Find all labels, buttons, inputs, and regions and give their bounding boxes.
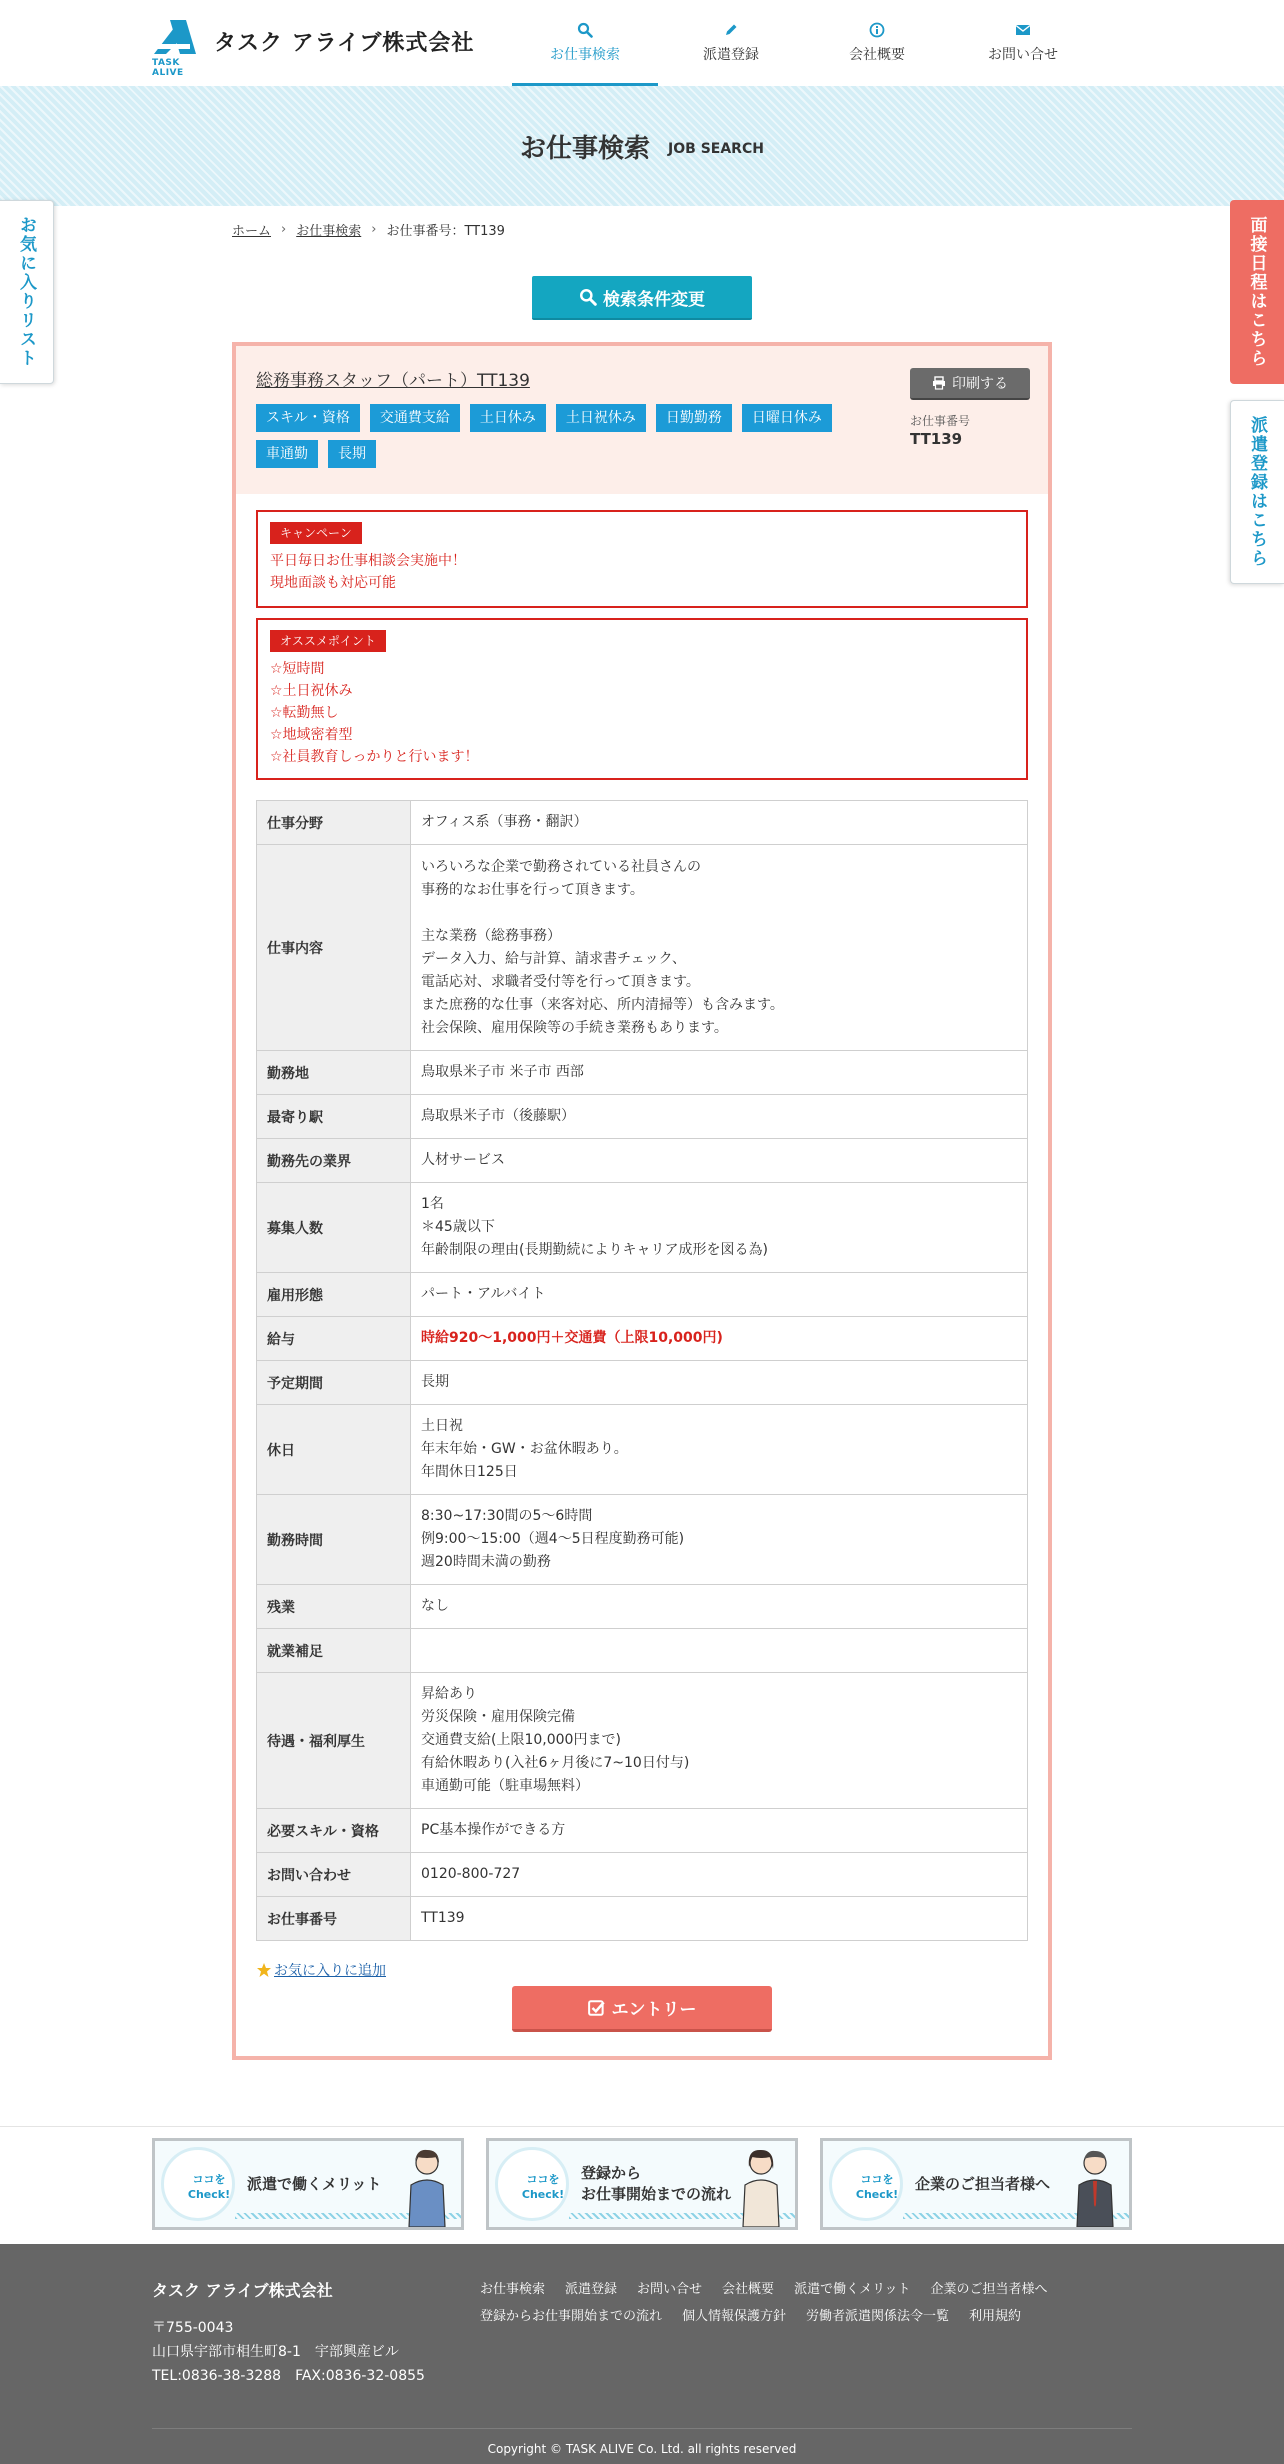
text-line: 社会保険、雇用保険等の手続き業務もあります。 (421, 1019, 728, 1036)
chevron-right-icon: › (371, 222, 377, 237)
star-icon (256, 1962, 272, 1978)
row-value: TT139 (411, 1897, 1028, 1941)
text-line: 主な業務（総務事務） (421, 927, 561, 944)
entry-label: エントリー (611, 2000, 697, 2020)
nav-contact[interactable] (950, 0, 1096, 86)
entry-button[interactable] (512, 1986, 772, 2032)
table-row (257, 1897, 1028, 1941)
table-row (257, 1629, 1028, 1673)
footer-phone: TEL:0836-38-3288 FAX:0836-32-0855 (152, 2368, 425, 2384)
table-row (257, 1673, 1028, 1809)
recommend-badge: オススメポイント (270, 630, 386, 652)
banner-merits[interactable] (152, 2138, 464, 2230)
text-line: 年末年始・GW・お盆休暇あり。 (421, 1441, 628, 1457)
row-value (411, 1405, 1028, 1495)
printer-icon (932, 376, 946, 390)
logo-text: タスク アライブ株式会社 (214, 31, 475, 56)
text-line: 1名 (421, 1196, 444, 1212)
row-label: 勤務先の業界 (257, 1139, 411, 1183)
nav-label: お仕事検索 (550, 47, 620, 63)
campaign-line: 現地面談も対応可能 (270, 575, 396, 591)
text-line: 年間休日125日 (421, 1464, 518, 1480)
page-title: お仕事検索 (520, 133, 651, 164)
row-value: PC基本操作ができる方 (411, 1809, 1028, 1853)
row-value: パート・アルバイト (411, 1273, 1028, 1317)
footer-link[interactable]: お仕事検索 (480, 2282, 546, 2297)
page-subtitle: JOB SEARCH (668, 141, 764, 157)
row-value (411, 845, 1028, 1051)
text-line: 昇給あり (421, 1686, 477, 1702)
table-row (257, 1317, 1028, 1361)
row-value: なし (411, 1585, 1028, 1629)
footer-link[interactable]: 利用規約 (969, 2309, 1022, 2324)
recommend-box (256, 618, 1028, 780)
breadcrumb-search[interactable]: お仕事検索 (296, 224, 362, 239)
banner-text: 派遣で働くメリット (247, 2174, 382, 2193)
text-line: 週20時間未満の勤務 (421, 1554, 551, 1570)
footer-link[interactable]: 企業のご担当者様へ (930, 2282, 1048, 2297)
recommend-line: ☆社員教育しっかりと行います！ (270, 749, 479, 765)
job-tag: 日曜日休み (742, 404, 832, 432)
footer-link[interactable]: 会社概要 (722, 2282, 775, 2297)
row-label: 就業補足 (257, 1629, 411, 1673)
nav-label: 派遣登録 (703, 47, 759, 63)
nav-label: 会社概要 (849, 47, 905, 63)
job-tag: 長期 (328, 440, 376, 468)
check-badge (495, 2147, 569, 2221)
interview-schedule-tab[interactable] (1230, 200, 1284, 384)
table-row (257, 1585, 1028, 1629)
job-detail-table (256, 800, 1028, 1941)
text-line: 労災保険・雇用保険完備 (421, 1709, 575, 1725)
footer-links (480, 2278, 1100, 2324)
job-number-label: お仕事番号 (910, 414, 971, 428)
breadcrumb-home[interactable]: ホーム (232, 224, 272, 239)
interview-schedule-label: 面接日程はこちら (1246, 216, 1267, 368)
text-line: いろいろな企業で勤務されている社員さんの (421, 858, 701, 875)
check-badge (161, 2147, 235, 2221)
footer-link[interactable]: お問い合せ (637, 2282, 703, 2297)
banner-companies[interactable] (820, 2138, 1132, 2230)
row-value (411, 1495, 1028, 1585)
row-label: 必要スキル・資格 (257, 1809, 411, 1853)
nav-job-search[interactable] (512, 0, 658, 86)
footer-street: 山口県宇部市相生町8-1 宇部興産ビル (152, 2344, 399, 2360)
table-row (257, 1405, 1028, 1495)
favorites-list-tab[interactable] (0, 200, 54, 384)
print-button[interactable] (910, 368, 1030, 400)
text-line: 事務的なお仕事を行って頂きます。 (421, 881, 644, 898)
text-line: 8:30~17:30間の5～6時間 (421, 1508, 593, 1524)
row-value: 鳥取県米子市（後藤駅） (411, 1095, 1028, 1139)
recommend-line: ☆土日祝休み (270, 683, 353, 699)
nav-company[interactable] (804, 0, 950, 86)
person-illustration-icon (403, 2145, 451, 2227)
person-illustration-icon (737, 2145, 785, 2227)
info-icon (869, 22, 885, 38)
job-card-header (236, 346, 1048, 494)
row-label: 待遇・福利厚生 (257, 1673, 411, 1809)
row-label: 雇用形態 (257, 1273, 411, 1317)
row-value (411, 1629, 1028, 1673)
row-value: 人材サービス (411, 1139, 1028, 1183)
add-favorite-label: お気に入りに追加 (274, 1963, 386, 1979)
row-label: 募集人数 (257, 1183, 411, 1273)
logo-subtext: TASK ALIVE (152, 58, 184, 78)
site-footer (0, 2244, 1284, 2464)
campaign-box (256, 510, 1028, 608)
row-label: 勤務地 (257, 1051, 411, 1095)
row-label: 予定期間 (257, 1361, 411, 1405)
job-card (232, 342, 1052, 2060)
chevron-right-icon: › (281, 222, 287, 237)
recommend-line: ☆短時間 (270, 661, 325, 677)
table-row (257, 845, 1028, 1051)
check-badge-text: ココを Check! (187, 2173, 231, 2201)
row-value (411, 1673, 1028, 1809)
breadcrumb (232, 220, 505, 239)
row-label: 仕事内容 (257, 845, 411, 1051)
businessman-illustration-icon (1071, 2145, 1119, 2227)
job-number: TT139 (910, 430, 963, 448)
banner-text-line: お仕事開始までの流れ (581, 2185, 732, 2203)
job-tag: 日勤勤務 (656, 404, 732, 432)
favorites-list-label: お気に入りリスト (16, 216, 36, 368)
text-line: 例9:00～15:00（週4～5日程度勤務可能) (421, 1531, 685, 1547)
nav-registration[interactable] (658, 0, 804, 86)
job-title[interactable]: 総務事務スタッフ（パート）TT139 (256, 371, 530, 391)
dispatch-registration-label: 派遣登録はこちら (1247, 416, 1267, 568)
text-line: 電話応対、求職者受付等を行って頂きます。 (421, 973, 700, 990)
footer-address (152, 2316, 425, 2388)
text-line: 交通費支給(上限10,000円まで) (421, 1732, 621, 1748)
row-label: 休日 (257, 1405, 411, 1495)
text-line: 車通勤可能（駐車場無料） (421, 1778, 589, 1794)
check-badge-text: ココを Check! (855, 2173, 899, 2201)
row-label: 給与 (257, 1317, 411, 1361)
row-label: お問い合わせ (257, 1853, 411, 1897)
mail-icon (1015, 22, 1031, 38)
print-label: 印刷する (952, 376, 1008, 392)
row-value: 0120-800-727 (411, 1853, 1028, 1897)
footer-divider (152, 2428, 1132, 2429)
copyright: Copyright © TASK ALIVE Co. Ltd. all rights reserved (487, 2442, 797, 2456)
job-tags (256, 404, 888, 468)
table-row (257, 1095, 1028, 1139)
table-row (257, 1183, 1028, 1273)
main-nav (512, 0, 1096, 86)
footer-postal: 〒755-0043 (152, 2320, 234, 2336)
table-row (257, 801, 1028, 845)
row-label: お仕事番号 (257, 1897, 411, 1941)
recommend-line: ☆転勤無し (270, 705, 339, 721)
text-line: また庶務的な仕事（来客対応、所内清掃等）も含みます。 (421, 996, 784, 1013)
job-tag: 車通勤 (256, 440, 318, 468)
logo[interactable] (152, 18, 475, 78)
page-hero (0, 86, 1284, 206)
site-header (0, 0, 1284, 86)
change-search-button[interactable] (532, 276, 752, 320)
check-badge-text: ココを Check! (521, 2173, 565, 2201)
footer-link[interactable]: 派遣登録 (565, 2282, 618, 2297)
table-row (257, 1853, 1028, 1897)
dispatch-registration-tab[interactable] (1230, 400, 1284, 584)
banner-flow[interactable] (486, 2138, 798, 2230)
text-line: データ入力、給与計算、請求書チェック、 (421, 950, 687, 967)
table-row (257, 1495, 1028, 1585)
row-value: 鳥取県米子市 米子市 西部 (411, 1051, 1028, 1095)
text-line (421, 902, 1017, 925)
search-icon (579, 288, 597, 306)
nav-label: お問い合せ (988, 47, 1058, 63)
breadcrumb-current: お仕事番号：TT139 (386, 224, 505, 239)
row-value: 長期 (411, 1361, 1028, 1405)
table-row (257, 1361, 1028, 1405)
row-value (411, 1183, 1028, 1273)
recommend-line: ☆地域密着型 (270, 727, 353, 743)
text-line: ＊45歳以下 (421, 1219, 495, 1235)
job-tag: 土日休み (470, 404, 546, 432)
campaign-badge: キャンペーン (270, 522, 362, 544)
footer-company-name: タスク アライブ株式会社 (152, 2281, 333, 2300)
banner-text-line: 登録から (581, 2164, 642, 2182)
job-tag: 交通費支給 (370, 404, 460, 432)
footer-link[interactable]: 労働者派遣関係法令一覧 (806, 2309, 950, 2324)
search-icon (577, 22, 593, 38)
change-search-label: 検索条件変更 (603, 289, 705, 310)
row-label: 勤務時間 (257, 1495, 411, 1585)
job-tag: スキル・資格 (256, 404, 360, 432)
logo-mark-icon (152, 18, 210, 78)
table-row (257, 1139, 1028, 1183)
text-line: 有給休暇あり(入社6ヶ月後に7~10日付与) (421, 1755, 690, 1771)
text-line: 年齢制限の理由(長期勤続によりキャリア成形を図る為) (421, 1242, 768, 1258)
footer-link[interactable]: 登録からお仕事開始までの流れ (480, 2309, 663, 2324)
table-row (257, 1051, 1028, 1095)
table-row (257, 1809, 1028, 1853)
salary-value: 時給920～1,000円＋交通費（上限10,000円) (411, 1317, 1028, 1361)
footer-link[interactable]: 個人情報保護方針 (682, 2309, 787, 2324)
add-favorite-link[interactable] (256, 1960, 386, 1980)
table-row (257, 1273, 1028, 1317)
campaign-line: 平日毎日お仕事相談会実施中！ (270, 553, 466, 569)
row-label: 最寄り駅 (257, 1095, 411, 1139)
checkbox-icon (588, 1999, 606, 2017)
job-tag: 土日祝休み (556, 404, 646, 432)
pencil-icon (723, 22, 739, 38)
footer-link[interactable]: 派遣で働くメリット (794, 2282, 911, 2297)
text-line: 土日祝 (421, 1418, 463, 1434)
row-label: 残業 (257, 1585, 411, 1629)
row-label: 仕事分野 (257, 801, 411, 845)
banner-text: 企業のご担当者様へ (915, 2174, 1051, 2193)
row-value: オフィス系（事務・翻訳） (411, 801, 1028, 845)
check-badge (829, 2147, 903, 2221)
